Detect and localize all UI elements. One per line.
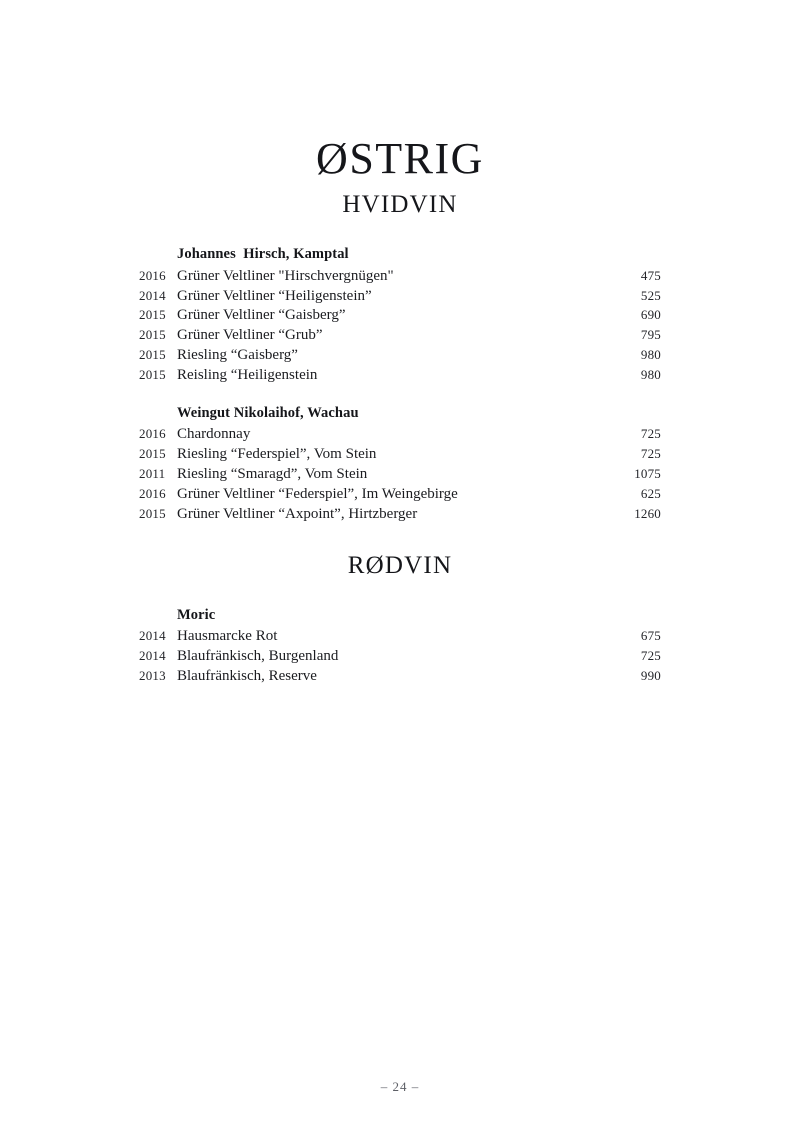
wine-row [139, 266, 661, 286]
wine-row [139, 504, 661, 524]
wine-price: 990 [640, 667, 661, 683]
wine-name: Blaufränkisch, Reserve [177, 667, 317, 684]
wine-vintage: 2015 [139, 505, 166, 521]
producer-name: Moric [177, 606, 216, 623]
wine-name: Riesling “Smaragd”, Vom Stein [177, 466, 368, 483]
producer-group [139, 607, 661, 686]
wine-name: Blaufränkisch, Burgenland [177, 648, 339, 665]
wine-vintage: 2016 [139, 485, 166, 501]
wine-vintage: 2014 [139, 287, 166, 303]
section-heading-red-wine: RØDVIN [347, 551, 453, 579]
wine-price: 625 [640, 485, 661, 501]
wine-vintage: 2014 [139, 648, 166, 664]
wine-price: 675 [640, 628, 661, 644]
wine-row [139, 484, 661, 504]
wine-name: Grüner Veltliner "Hirschvergnügen" [177, 267, 394, 284]
wine-row [139, 425, 661, 445]
wine-name: Hausmarcke Rot [177, 628, 278, 645]
wine-vintage: 2015 [139, 307, 166, 323]
wine-price: 795 [640, 327, 661, 343]
wine-name: Grüner Veltliner “Axpoint”, Hirtzberger [177, 505, 418, 522]
wine-price: 525 [640, 287, 661, 303]
wine-price: 725 [640, 648, 661, 664]
producer-name: Weingut Nikolaihof, Wachau [177, 404, 359, 421]
wine-vintage: 2015 [139, 346, 166, 362]
wine-price: 725 [640, 446, 661, 462]
wine-vintage: 2016 [139, 267, 166, 283]
wine-name: Chardonnay [177, 426, 251, 443]
wine-price: 1075 [634, 466, 661, 482]
wine-vintage: 2016 [139, 426, 166, 442]
red-wine-list [139, 581, 661, 686]
wine-name: Grüner Veltliner “Federspiel”, Im Weingebirge [177, 485, 458, 502]
wine-price: 725 [640, 426, 661, 442]
wine-name: Grüner Veltliner “Heiligenstein” [177, 287, 372, 304]
wine-row [139, 306, 661, 326]
wine-row [139, 345, 661, 365]
wine-price: 690 [640, 307, 661, 323]
wine-row [139, 445, 661, 465]
wine-price: 980 [640, 346, 661, 362]
page-number: – 24 – [380, 1079, 420, 1094]
wine-row [139, 286, 661, 306]
section-heading-white-wine: HVIDVIN [342, 191, 458, 219]
wine-row [139, 464, 661, 484]
wine-name: Riesling “Gaisberg” [177, 346, 298, 363]
white-wine-list [139, 220, 661, 524]
wine-vintage: 2013 [139, 667, 166, 683]
wine-row [139, 666, 661, 686]
wine-price: 980 [640, 366, 661, 382]
wine-name: Grüner Veltliner “Grub” [177, 327, 323, 344]
wine-name: Grüner Veltliner “Gaisberg” [177, 307, 346, 324]
wine-row [139, 365, 661, 385]
wine-price: 1260 [634, 505, 661, 521]
wine-vintage: 2014 [139, 628, 166, 644]
producer-group [139, 405, 661, 524]
wine-row [139, 647, 661, 667]
producer-group [139, 246, 661, 385]
wine-vintage: 2015 [139, 366, 166, 382]
wine-row [139, 627, 661, 647]
wine-row [139, 326, 661, 346]
wine-vintage: 2015 [139, 327, 166, 343]
wine-name: Riesling “Federspiel”, Vom Stein [177, 446, 377, 463]
wine-vintage: 2015 [139, 446, 166, 462]
wine-name: Reisling “Heiligenstein [177, 366, 318, 383]
wine-vintage: 2011 [139, 466, 166, 482]
producer-name: Johannes Hirsch, Kamptal [177, 246, 349, 263]
wine-price: 475 [640, 267, 661, 283]
page-title: ØSTRIG [316, 134, 484, 183]
